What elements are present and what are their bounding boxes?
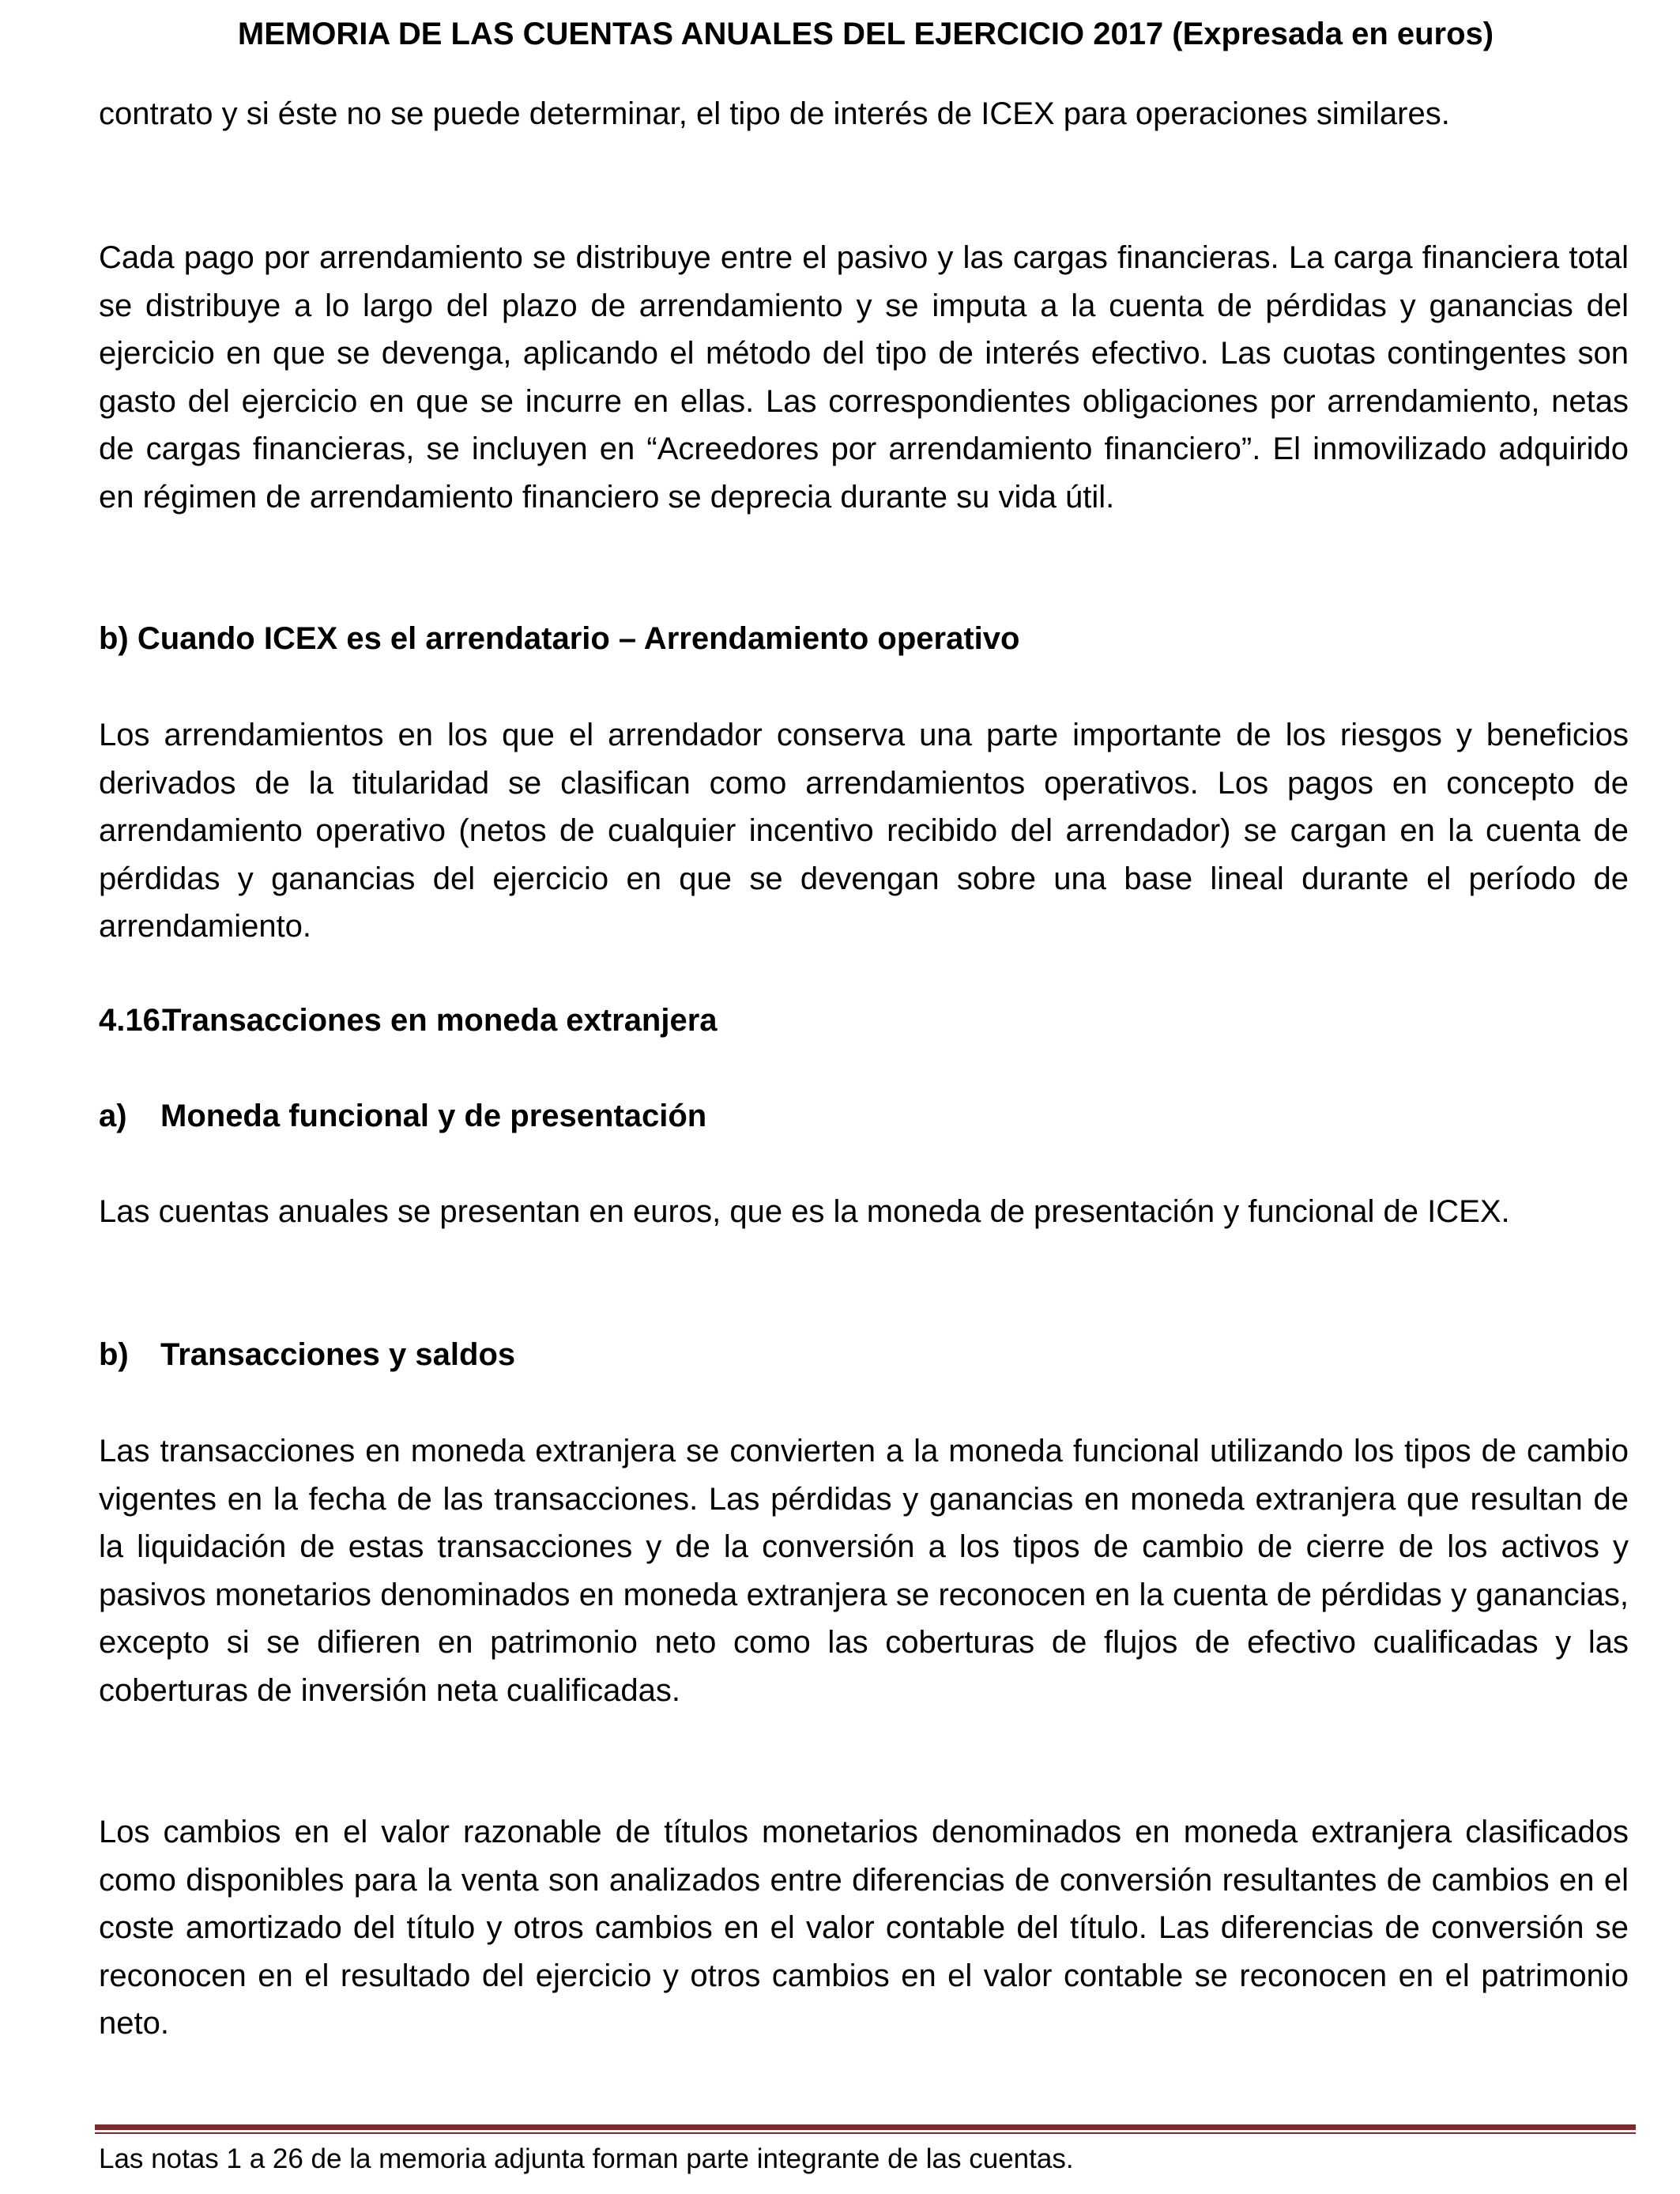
paragraph-functional-currency: Las cuentas anuales se presentan en euros, que es la moneda de presentación y funcional de ICEX. xyxy=(99,1194,1510,1229)
heading-transactions-balances xyxy=(99,1331,515,1378)
heading-functional-currency xyxy=(99,1092,706,1140)
paragraph-lease-interest: contrato y si éste no se puede determinar, el tipo de interés de ICEX para operaciones similares. xyxy=(99,96,1450,131)
section-number: 4.16. xyxy=(99,1003,169,1038)
paragraph-fair-value-changes: Los cambios en el valor razonable de títulos monetarios denominados en moneda extranjera clasificados como disponibles para la venta son analizados entre diferencias de conversión resultantes de cambios en el coste amortizado del título y otros cambios en el valor contable del título. Las diferencias de conversión se reconocen en el resultado del ejercicio y otros cambios en el valor contable se reconocen en el patrimonio neto. xyxy=(99,1815,1629,2041)
heading-operating-lease: b) Cuando ICEX es el arrendatario – Arrendamiento operativo xyxy=(99,621,1020,656)
paragraph-finance-lease-payments: Cada pago por arrendamiento se distribuye entre el pasivo y las cargas financieras. La carga financiera total se distribuye a lo largo del plazo de arrendamiento y se imputa a la cuenta de pérdidas y ganancias del ejercicio en que se devenga, aplicando el método del tipo de interés efectivo. Las cuotas contingentes son gasto del ejercicio en que se incurre en ellas. Las correspondientes obligaciones por arrendamiento, netas de cargas financieras, se incluyen en “Acreedores por arrendamiento financiero”. El inmovilizado adquirido en régimen de arrendamiento financiero se deprecia durante su vida útil. xyxy=(99,240,1629,515)
subsection-title: Moneda funcional y de presentación xyxy=(160,1099,707,1133)
page-header-title: MEMORIA DE LAS CUENTAS ANUALES DEL EJERCICIO 2017 (Expresada en euros) xyxy=(237,17,1494,51)
paragraph-foreign-transactions: Las transacciones en moneda extranjera se convierten a la moneda funcional utilizando los tipos de cambio vigentes en la fecha de las transacciones. Las pérdidas y ganancias en moneda extranjera que resultan de la liquidación de estas transacciones y de la conversión a los tipos de cambio de cierre de los activos y pasivos monetarios denominados en moneda extranjera se reconocen en la cuenta de pérdidas y ganancias, excepto si se difieren en patrimonio neto como las coberturas de flujos de efectivo cualificadas y las coberturas de inversión neta cualificadas. xyxy=(99,1434,1629,1708)
footer-divider-thick xyxy=(95,2124,1636,2130)
section-title: Transacciones en moneda extranjera xyxy=(162,1003,718,1038)
footer-divider xyxy=(95,2124,1636,2136)
subsection-letter: b) xyxy=(99,1337,129,1372)
footer-note: Las notas 1 a 26 de la memoria adjunta forman parte integrante de las cuentas. xyxy=(99,2143,1074,2174)
footer-divider-thin xyxy=(95,2132,1636,2134)
heading-section-4-16 xyxy=(99,997,718,1044)
subsection-title: Transacciones y saldos xyxy=(160,1337,516,1372)
subsection-letter: a) xyxy=(99,1099,127,1133)
paragraph-operating-lease: Los arrendamientos en los que el arrendador conserva una parte importante de los riesgos y beneficios derivados de la titularidad se clasifican como arrendamientos operativos. Los pagos en concepto de arrendamiento operativo (netos de cualquier incentivo recibido del arrendador) se cargan en la cuenta de pérdidas y ganancias del ejercicio en que se devengan sobre una base lineal durante el período de arrendamiento. xyxy=(99,718,1629,944)
